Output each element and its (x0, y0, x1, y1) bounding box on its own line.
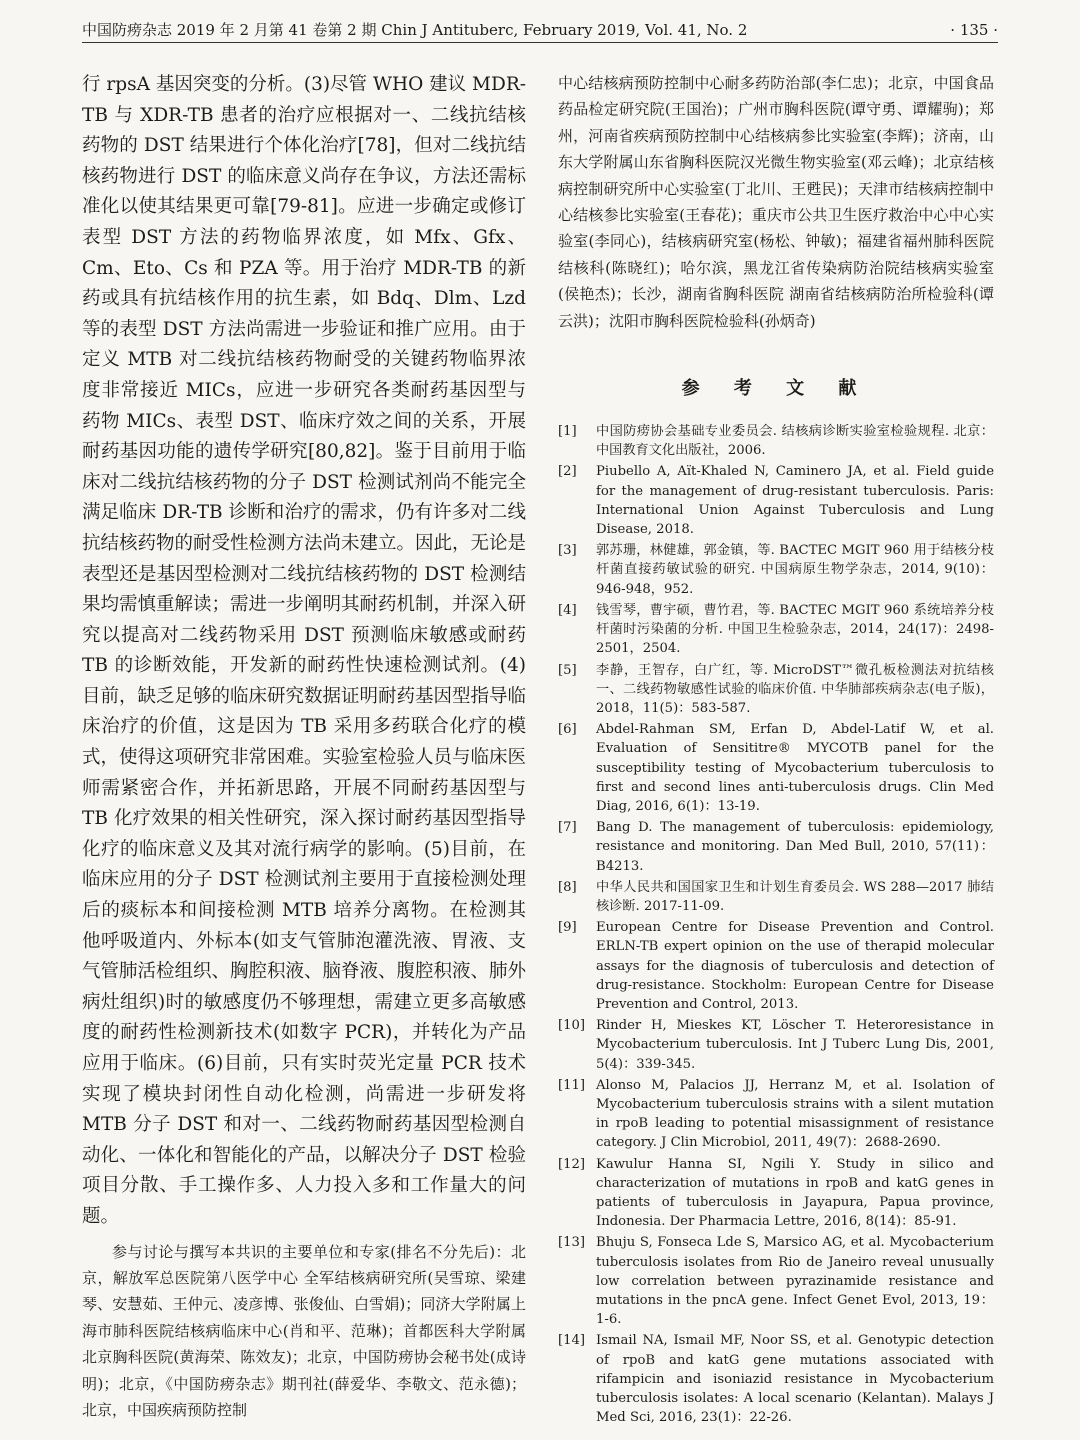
reference-number: [5] (558, 662, 577, 678)
reference-item (558, 720, 994, 816)
reference-number: [1] (558, 424, 577, 440)
page-number: · 135 · (950, 21, 998, 39)
reference-number: [10] (558, 1018, 586, 1034)
reference-text: 李静，王智存，白广红，等. MicroDST™微孔板检测法对抗结核一、二线药物敏感性试验的临床价值. 中华肺部疾病杂志(电子版)，2018，11(5)：583-587. (596, 662, 994, 716)
left-column (82, 70, 526, 1423)
reference-text: Bhuju S, Fonseca Lde S, Marsico AG, et al. Mycobacterium tuberculosis isolates from Rio de Janeiro reveal unusually low correlation between pyrazinamide resistance and mutations in the pncA gene. Infect Genet Evol, 2013, 19：1-6. (596, 1235, 994, 1328)
reference-item (558, 1155, 994, 1232)
reference-text: Alonso M, Palacios JJ, Herranz M, et al. Isolation of Mycobacterium tuberculosis strains with a silent mutation in rpoB leading to potential misassignment of resistance category. J Clin Microbiol, 2011, 49(7)：2688-2690. (596, 1077, 994, 1151)
running-head (82, 20, 998, 43)
reference-text: Kawulur Hanna SI, Ngili Y. Study in silico and characterization of mutations in rpoB and katG genes in patients of tuberculosis in Jayapura, Papua province, Indonesia. Der Pharmacia Lettre, 2016, 8(14)：85-91. (596, 1156, 994, 1230)
reference-item (558, 601, 994, 659)
reference-text: Ismail NA, Ismail MF, Noor SS, et al. Genotypic detection of rpoB and katG gene mutations associated with rifampicin and isoniazid resistance in Mycobacterium tuberculosis isolates: A local scenario (Kelantan). Malays J Med Sci, 2016, 23(1)：22-26. (596, 1333, 994, 1426)
reference-list (558, 422, 994, 1427)
journal-header: 中国防痨杂志 2019 年 2 月第 41 卷第 2 期 Chin J Antituberc, February 2019, Vol. 41, No. 2 (82, 21, 748, 39)
reference-item (558, 661, 994, 719)
reference-number: [2] (558, 464, 577, 480)
reference-item (558, 541, 994, 599)
reference-text: Piubello A, Aït-Khaled N, Caminero JA, et al. Field guide for the management of drug-resistant tuberculosis. Paris: International Union Against Tuberculosis and Lung Disease, 2018. (596, 464, 994, 538)
reference-number: [8] (558, 879, 577, 895)
body-paragraph: 行 rpsA 基因突变的分析。(3)尽管 WHO 建议 MDR-TB 与 XDR-TB 患者的治疗应根据对一、二线抗结核药物的 DST 结果进行个体化治疗[78]，但对二线抗结核药物进行 DST 的临床意义尚存在争议，方法还需标准化以使其结果更可靠[79-81]。应进一步确定或修订表型 DST 方法的药物临界浓度，如 Mfx、Gfx、Cm、Eto、Cs 和 PZA 等。用于治疗 MDR-TB 的新药或具有抗结核作用的抗生素，如 Bdq、Dlm、Lzd 等的表型 DST 方法尚需进一步验证和推广应用。由于定义 MTB 对二线抗结核药物耐受的关键药物临界浓度非常接近 MICs，应进一步研究各类耐药基因型与药物 MICs、表型 DST、临床疗效之间的关系，开展耐药基因功能的遗传学研究[80,82]。鉴于目前用于临床对二线抗结核药物的分子 DST 检测试剂尚不能完全满足临床 DR-TB 诊断和治疗的需求，仍有许多对二线抗结核药物的耐受性检测方法尚未建立。因此，无论是表型还是基因型检测对二线抗结核药物的 DST 检测结果均需慎重解读；需进一步阐明其耐药机制，并深入研究以提高对二线药物采用 DST 预测临床敏感或耐药 TB 的诊断效能，开发新的耐药性快速检测试剂。(4)目前，缺乏足够的临床研究数据证明耐药基因型指导临床治疗的价值，这是因为 TB 采用多药联合化疗的模式，使得这项研究非常困难。实验室检验人员与临床医师需紧密合作，并拓新思路，开展不同耐药基因型与 TB 化疗效果的相关性研究，深入探讨耐药基因型指导化疗的临床意义及其对流行病学的影响。(5)目前，在临床应用的分子 DST 检测试剂主要用于直接检测处理后的痰标本和间接检测 MTB 培养分离物。在检测其他呼吸道内、外标本(如支气管肺泡灌洗液、胃液、支气管肺活检组织、胸腔积液、脑脊液、腹腔积液、肺外病灶组织)时的敏感度仍不够理想，需建立更多高敏感度的耐药性检测新技术(如数字 PCR)，并转化为产品应用于临床。(6)目前，只有实时荧光定量 PCR 技术实现了模块封闭性自动化检测，尚需进一步研发将 MTB 分子 DST 和对一、二线药物耐药基因型检测自动化、一体化和智能化的产品，以解决分子 DST 检验项目分散、手工操作多、人力投入多和工作量大的问题。 (82, 74, 527, 1227)
reference-text: 郭苏珊，林健雄，郭金镇，等. BACTEC MGIT 960 用于结核分枝杆菌直接药敏试验的研究. 中国病原生物学杂志，2014, 9(10)：946-948，952. (596, 543, 994, 597)
reference-number: [9] (558, 920, 577, 936)
reference-text: 中国防痨协会基础专业委员会. 结核病诊断实验室检验规程. 北京：中国教育文化出版社，2006. (596, 424, 994, 459)
reference-item (558, 818, 994, 876)
reference-item (558, 422, 994, 460)
reference-number: [13] (558, 1235, 586, 1251)
reference-text: Rinder H, Mieskes KT, Löscher T. Heteroresistance in Mycobacterium tuberculosis. Int J Tuberc Lung Dis, 2001, 5(4)：339-345. (596, 1018, 994, 1072)
reference-item (558, 462, 994, 539)
reference-number: [7] (558, 820, 577, 836)
participants-paragraph: 参与讨论与撰写本共识的主要单位和专家(排名不分先后)：北京，解放军总医院第八医学中心 全军结核病研究所(吴雪琼、梁建琴、安慧茹、王仲元、凌彦博、张俊仙、白雪娟)；同济大学附属上海市肺科医院结核病临床中心(肖和平、范琳)；首都医科大学附属北京胸科医院(黄海荣、陈效友)；北京，中国防痨协会秘书处(成诗明)；北京，《中国防痨杂志》期刊社(薛爱华、李敬文、范永德)；北京，中国疾病预防控制 (82, 1242, 526, 1419)
reference-text: Bang D. The management of tuberculosis: epidemiology, resistance and monitoring. Dan Med Bull, 2010, 57(11)：B4213. (596, 820, 994, 874)
reference-text: European Centre for Disease Prevention and Control. ERLN-TB expert opinion on the use of therapid molecular assays for the diagnosis of tuberculosis and detection of drug-resistance. Stockholm: European Centre for Disease Prevention and Control, 2013. (596, 920, 994, 1012)
reference-text: 中华人民共和国国家卫生和计划生育委员会. WS 288—2017 肺结核诊断. 2017-11-09. (596, 879, 994, 914)
reference-number: [14] (558, 1333, 586, 1349)
reference-item (558, 878, 994, 916)
references-title: 参 考 文 献 (681, 378, 871, 400)
reference-text: Abdel-Rahman SM, Erfan D, Abdel-Latif W, et al. Evaluation of Sensititre® MYCOTB panel for the susceptibility testing of Mycobacterium tuberculosis to first and second lines anti-tuberculosis drugs. Clin Med Diag, 2016, 6(1)：13-19. (596, 722, 994, 814)
reference-item (558, 1076, 994, 1153)
reference-number: [6] (558, 722, 577, 738)
right-column (558, 70, 994, 1429)
reference-number: [12] (558, 1156, 586, 1172)
reference-number: [4] (558, 602, 577, 618)
reference-item (558, 918, 994, 1014)
reference-item (558, 1233, 994, 1329)
participants-continued: 中心结核病预防控制中心耐多药防治部(李仁忠)；北京，中国食品药品检定研究院(王国治)；广州市胸科医院(谭守勇、谭耀驹)；郑州，河南省疾病预防控制中心结核病参比实验室(李辉)；济南，山东大学附属山东省胸科医院汉光微生物实验室(邓云峰)；北京结核病控制研究所中心实验室(丁北川、王甦民)；天津市结核病控制中心结核参比实验室(王春花)；重庆市公共卫生医疗救治中心中心实验室(李同心)，结核病研究室(杨松、钟敏)；福建省福州肺科医院结核科(陈晓红)；哈尔滨，黑龙江省传染病防治院结核病实验室(侯艳杰)；长沙，湖南省胸科医院 湖南省结核病防治所检验科(谭云洪)；沈阳市胸科医院检验科(孙炳奇) (558, 74, 994, 330)
reference-item (558, 1331, 994, 1427)
reference-number: [3] (558, 543, 577, 559)
reference-number: [11] (558, 1077, 586, 1093)
reference-item (558, 1016, 994, 1074)
reference-text: 钱雪琴，曹宇硕，曹竹君，等. BACTEC MGIT 960 系统培养分枝杆菌时污染菌的分析. 中国卫生检验杂志，2014，24(17)：2498-2501，2504. (596, 602, 994, 657)
